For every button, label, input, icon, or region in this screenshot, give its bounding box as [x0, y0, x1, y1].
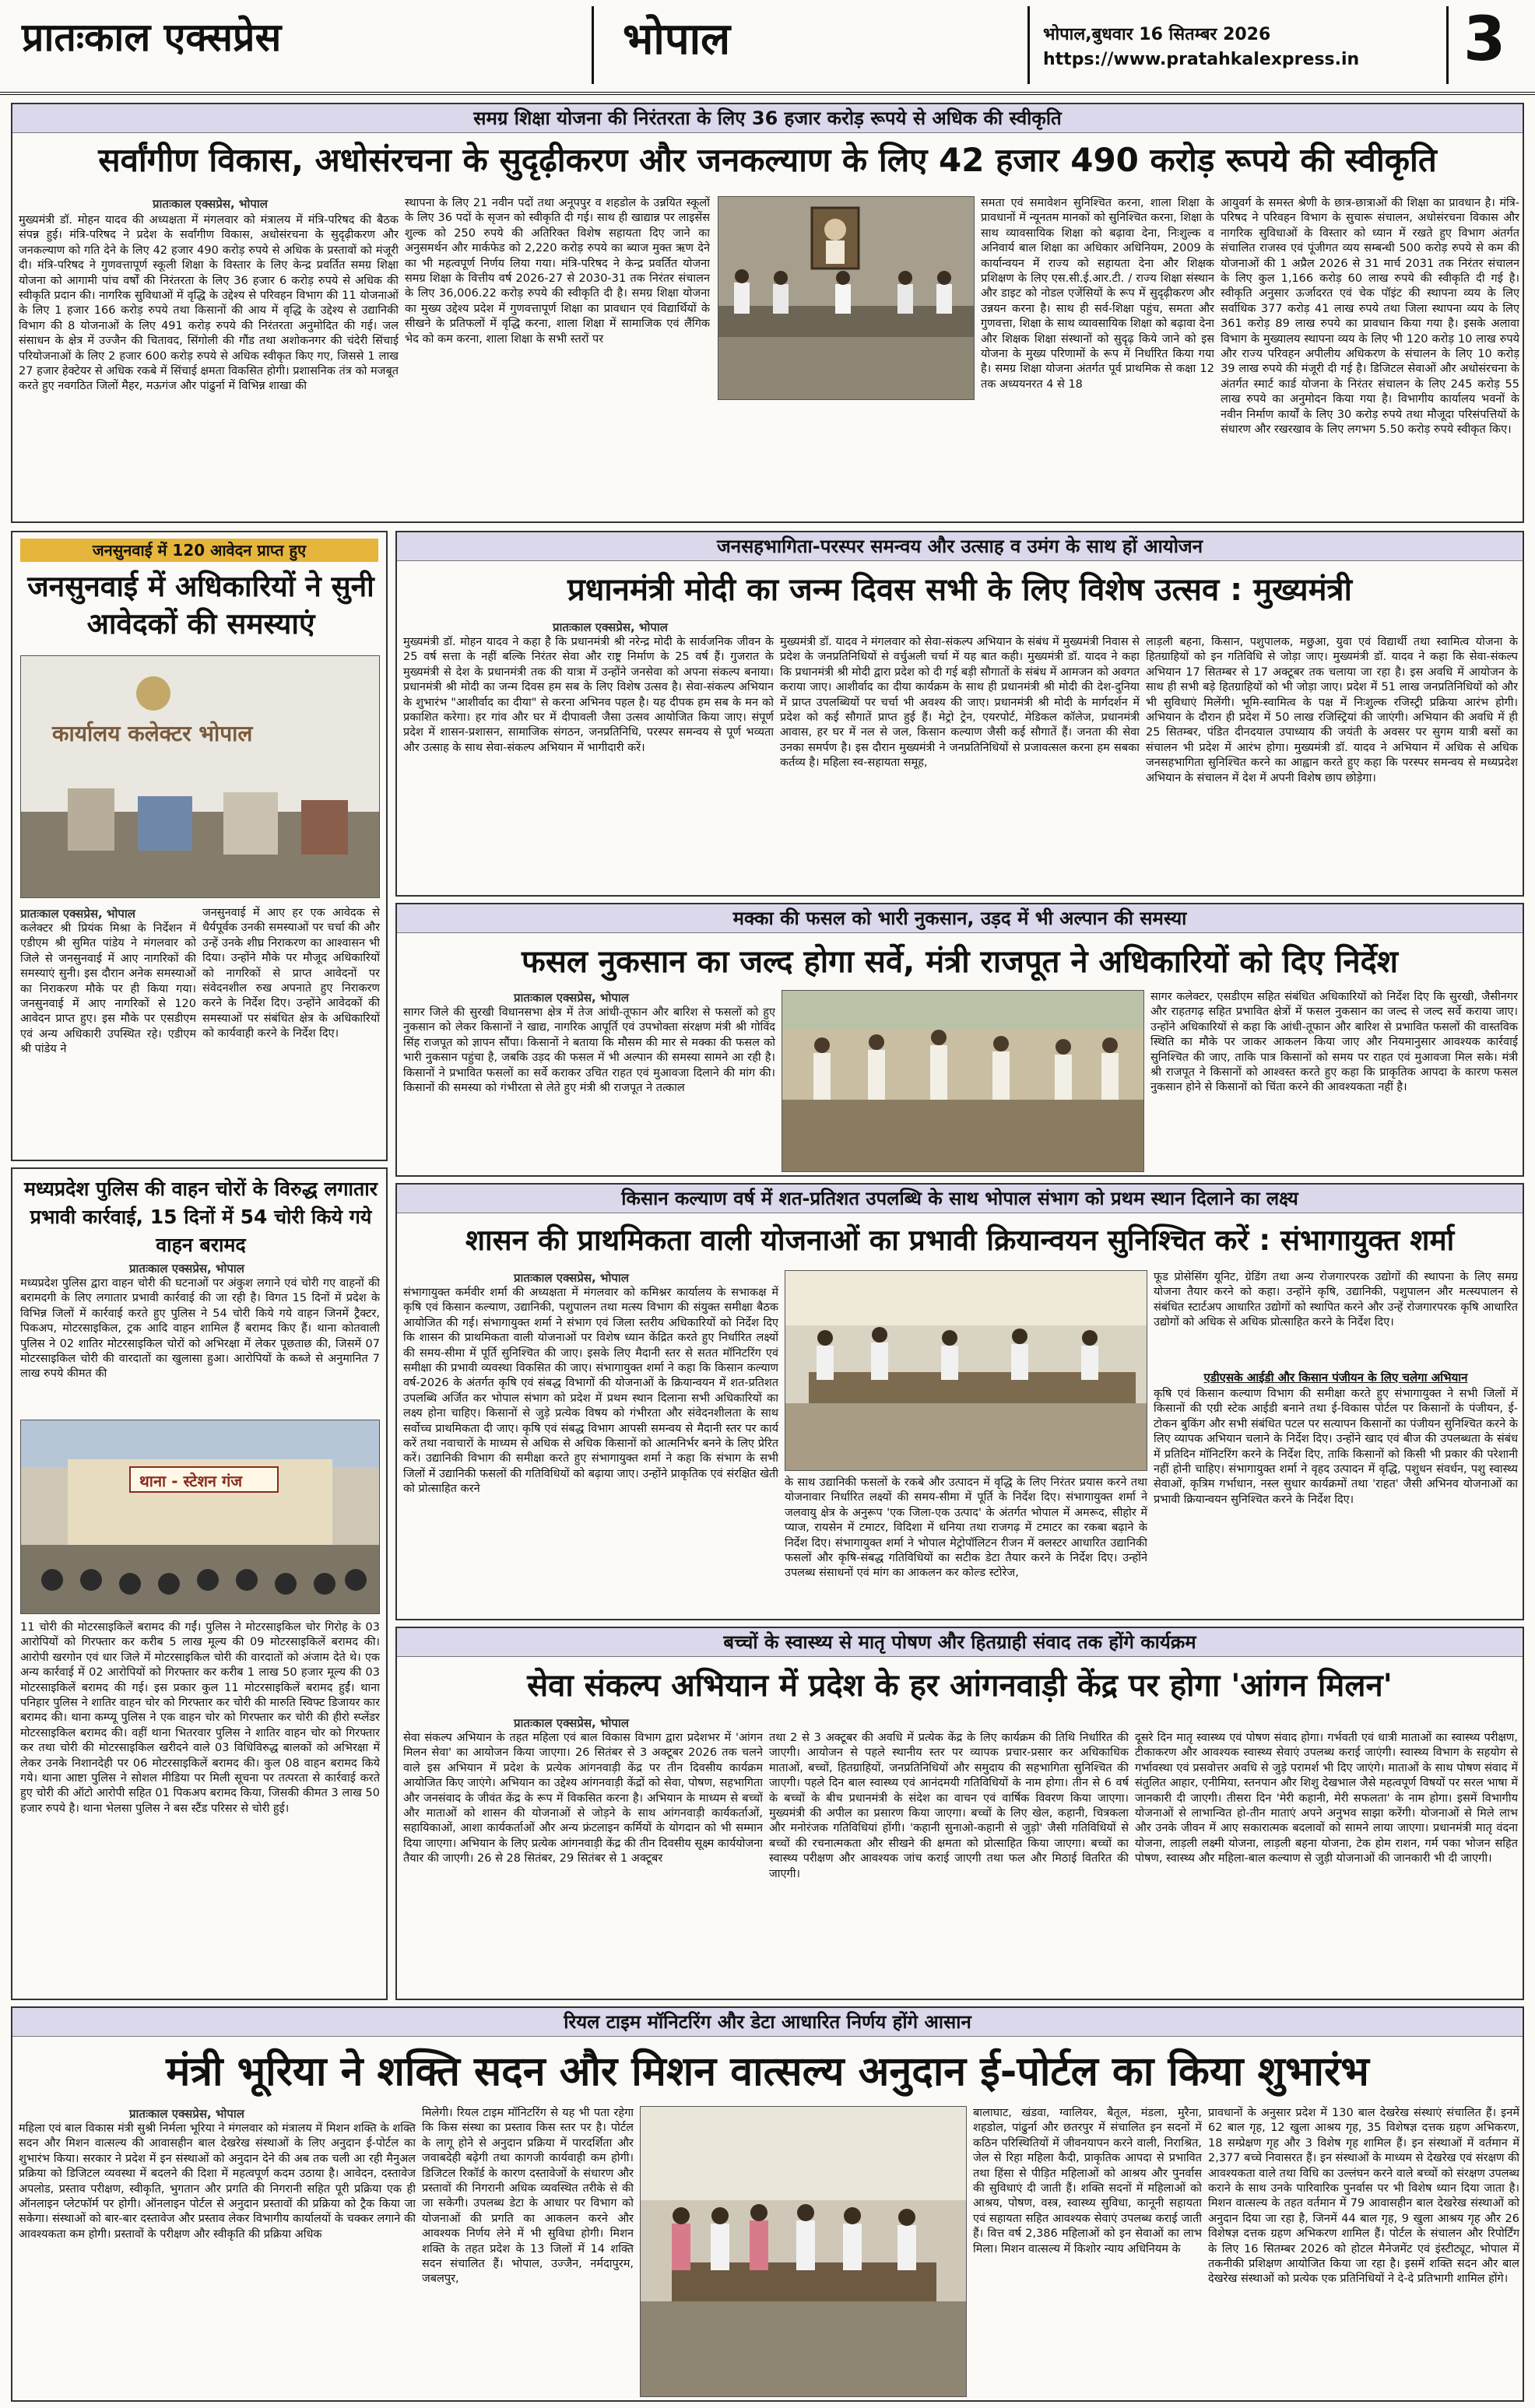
byline: प्रातःकाल एक्सप्रेस, भोपाल [20, 907, 135, 921]
story-headline: शासन की प्राथमिकता वाली योजनाओं का प्रभावी क्रियान्वयन सुनिश्चित करें : संभागायुक्त शर्मा [465, 1223, 1455, 1257]
story-column: जनसुनवाई में आए हर एक आवेदक से धैर्यपूर्वक उनकी समस्याओं पर चर्चा की और उन्हें उनके शीघ्र निराकरण का आश्वासन भी दिया। उन्होंने मौके पर मौजूद अधिकारियों को नागरिकों से प्राप्त आवेदनों पर संवेदनशील रुख अपनाते हुए निराकरण करने के निर्देश दिए। उन्होंने आवेदकों की समस्याओं पर संबंधित क्षेत्र के अधिकारियों को कार्यवाही करने के निर्देश दिए। [202, 907, 380, 1041]
police-station-sign: थाना - स्टेशन गंज [139, 1472, 243, 1490]
byline: प्रातःकाल एक्सप्रेस, भोपाल [129, 1262, 244, 1276]
story-headline: प्रधानमंत्री मोदी का जन्म दिवस सभी के लिए विशेष उत्सव : मुख्यमंत्री [567, 572, 1352, 608]
story-kicker: किसान कल्याण वर्ष में शत-प्रतिशत उपलब्धि के साथ भोपाल संभाग को प्रथम स्थान दिलाने का लक्ष्य [397, 1185, 1523, 1213]
story-column: मुख्यमंत्री डॉ. मोहन यादव ने कहा है कि प्रधानमंत्री श्री नरेन्द्र मोदी के सार्वजनिक जीवन के 25 वर्ष सत्ता के नहीं बल्कि निरंतर सेवा और राष्ट्र निर्माण के 25 वर्ष हैं। गुजरात के मुख्यमंत्री से देश के प्रधानमंत्री तक की यात्रा में उन्होंने जनसेवा को अपना संकल्प बनाया। प्रधानमंत्री श्री मोदी का जन्म दिवस हम सब के लिए विशेष उत्सव है। सेवा-संकल्प अभियान के शुभारंभ "आशीर्वाद का दीया" से करना अभिनव पहल है। यह दीपक हम सब के मन को प्रकाशित करेगा। हर गांव और घर में दीपावली जैसा उत्सव आयोजित किया जाए। संपूर्ण प्रदेश में शासन-प्रशासन, सामाजिक संगठन, जनप्रतिनिधि, परस्पर समन्वय से पूर्ण भव्यता और उत्साह के साथ सेवा-संकल्प अभियान में भागीदारी करें। [403, 636, 774, 754]
story-pm-birthday [395, 531, 1524, 897]
story-column: सागर कलेक्टर, एसडीएम सहित संबंधित अधिकारियों को निर्देश दिए कि सुरखी, जैसीनगर और राहतगढ़ सहित प्रभावित क्षेत्रों में फसल नुकसान का जल्द से जल्द सर्वे कराया जाए। उन्होंने अधिकारियों से कहा कि आंधी-तूफान और बारिश से प्रभावित फसलों की वास्तविक स्थिति का मौके पर जाकर आकलन किया जाए और नियमानुसार आवश्यक कार्रवाई सुनिश्चित की जाए, ताकि पात्र किसानों को समय पर राहत एवं मुआवजा मिल सके। मंत्री श्री राजपूत ने किसानों को आश्वस्त करते हुए कहा कि प्राकृतिक आपदा के कारण फसल नुकसान होने से किसानों को चिंता करने की आवश्यकता नहीं है। [1150, 991, 1518, 1094]
divider [1027, 6, 1030, 84]
story-police [11, 1167, 388, 2000]
story-crop-loss [395, 903, 1524, 1177]
story-headline: मध्यप्रदेश पुलिस की वाहन चोरों के विरुद्ध लगातार प्रभावी कार्रवाई, 15 दिनों में 54 चोरी किये गये वाहन बरामद [23, 1178, 378, 1256]
byline: प्रातःकाल एक्सप्रेस, भोपाल [153, 197, 268, 211]
story-column: तथा 2 से 3 अक्टूबर की अवधि में प्रत्येक केंद्र के लिए कार्यक्रम की तिथि निर्धारित की जाएगी। आयोजन से पहले स्थानीय स्तर पर व्यापक प्रचार-प्रसार कर अधिकाधिक माताओं, बच्चों, हितग्राहियों, जनप्रतिनिधियों और समुदाय की सहभागिता सुनिश्चित की जाएगी। पहले दिन बाल स्वास्थ्य एवं आनंदमयी गतिविधियों के नाम होगा। तीन से 6 वर्ष के बच्चों के बीच प्रधानमंत्री के संदेश का वाचन एवं वार्षिक विवरण किया जाएगा। मुख्यमंत्री की अपील का प्रसारण किया जाएगा। बच्चों के लिए खेल, कहानी, चित्रकला और मनोरंजक गतिविधियां होंगी। 'कहानी सुनाओ-कहानी से जुड़ो' जैसी गतिविधियों से बच्चों की रचनात्मकता और सीखने की क्षमता को प्रोत्साहित किया जाएगा। बच्चों का स्वास्थ्य परीक्षण और आवश्यक जांच कराई जाएगी तथा फल और मिठाई वितरित की जाएगी। [769, 1732, 1129, 1880]
byline: प्रातःकाल एक्सप्रेस, भोपाल [514, 991, 629, 1005]
story-column: मिलेगी। रियल टाइम मॉनिटरिंग से यह भी पता रहेगा कि किस संस्था का प्रस्ताव किस स्तर पर है। पोर्टल के लागू होने से अनुदान प्रक्रिया में पारदर्शिता और जवाबदेही बढ़ेगी तथा कागजी कार्यवाही कम होगी। डिजिटल रिकॉर्ड के कारण दस्तावेजों के संधारण और प्रस्तावों की निगरानी अधिक व्यवस्थित तरीके से की जा सकेगी। उपलब्ध डेटा के आधार पर विभाग को योजनाओं की प्रगति का आकलन करने और आवश्यक निर्णय लेने में भी सुविधा होगी। मिशन शक्ति के तहत प्रदेश के 13 जिलों में 14 शक्ति सदन संचालित हैं। भोपाल, उज्जैन, नर्मदापुरम, जबलपुर, [422, 2107, 634, 2286]
city-name: भोपाल [623, 14, 731, 65]
story-column: कलेक्टर श्री प्रियंक मिश्रा के निर्देशन में एडीएम श्री सुमित पांडेय ने मंगलवार को जिले से जनसुनवाई में आए नागरिकों की समस्याएं सुनी। इस दौरान अनेक समस्याओं का निराकरण मौके पर ही किया गया। जनसुनवाई में आए नागरिकों से 120 आवेदन प्राप्त हुए। इस मौके पर एसडीएम एवं अन्य अधिकारी उपस्थित रहे। एडीएम श्री पांडेय ने [20, 922, 196, 1056]
story-column: प्रावधानों के अनुसार प्रदेश में 130 बाल देखरेख संस्थाएं संचालित हैं। इनमें 62 बाल गृह, 12 खुला आश्रय गृह, 35 विशेषज्ञ दत्तक ग्रहण अभिकरण, 18 सम्प्रेक्षण गृह और 3 विशेष गृह शामिल हैं। इन संस्थाओं में वर्तमान में 2,377 बच्चे निवासरत हैं। इन संस्थाओं के माध्यम से देखरेख एवं संरक्षण की आवश्यकता वाले तथा विधि का उल्लंघन करने वाले बच्चों को संरक्षण उपलब्ध कराने के साथ उनके पारिवारिक पुनर्वास पर भी विशेष ध्यान दिया जाता है। मिशन वात्सल्य के तहत वर्तमान में 79 आवासहीन बाल देखरेख संस्थाओं को अनुदान दिया जा रहा है, जिनमें 44 बाल गृह, 9 खुला आश्रय गृह और 26 विशेषज्ञ दत्तक ग्रहण अभिकरण शामिल हैं। पोर्टल के संचालन और रिपोर्टिंग के लिए 16 सितम्बर 2026 को होटल मैनेजमेंट एवं इंस्टीट्यूट, भोपाल में तकनीकी प्रशिक्षण आयोजित किया जा रहा है। इसमें शक्ति सदन और बाल देखरेख संस्थाओं को प्रत्येक एक प्रतिनिधियों ने दे-दे प्रतिभागी शामिल होंगे। [1208, 2107, 1519, 2286]
cabinet-meeting-photo [718, 196, 975, 400]
story-column: मध्यप्रदेश पुलिस द्वारा वाहन चोरी की घटनाओं पर अंकुश लगाने एवं चोरी गए वाहनों की बरामदगी के लिए लगातार प्रभावी कार्रवाई की जा रही है। विगत 15 दिनों में प्रदेश के विभिन्न जिलों में कार्रवाई करते हुए पुलिस ने 54 चोरी किये गये वाहन जिनमें ट्रैक्टर, पिकअप, मोटरसाइकिल, ट्रक आदि वाहन शामिल हैं बरामद किए हैं। थाना कोतवाली पुलिस ने 02 शातिर मोटरसाइकिल चोरों को अभिरक्षा में लेकर पूछताछ की, जिसमें 07 मोटरसाइकिल चोरी की वारदातों का खुलासा हुआ। आरोपियों के कब्जे से अनुमानित 7 लाख रुपये कीमत की [20, 1277, 380, 1381]
byline: प्रातःकाल एक्सप्रेस, भोपाल [129, 2107, 244, 2121]
story-kicker: समग्र शिक्षा योजना की निरंतरता के लिए 36 हजार करोड़ रूपये से अधिक की स्वीकृति [12, 104, 1523, 133]
byline: प्रातःकाल एक्सप्रेस, भोपाल [514, 1271, 629, 1285]
story-kicker: जनसुनवाई में 120 आवेदन प्राप्त हुए [20, 539, 378, 562]
crop-loss-photo [782, 990, 1144, 1172]
story-aangan-milan [395, 1627, 1524, 2000]
story-column: दूसरे दिन मातृ स्वास्थ्य एवं पोषण संवाद होगा। गर्भवती एवं धात्री माताओं का स्वास्थ्य परीक्षण, टीकाकरण और आवश्यक स्वास्थ्य सेवाएं उपलब्ध कराई जाएंगी। स्वास्थ्य विभाग के सहयोग से गर्भावस्था एवं प्रसवोत्तर अवधि से जुड़े परामर्श भी दिए जाएंगे। माताओं के साथ पोषण संवाद में संतुलित आहार, एनीमिया, स्तनपान और शिशु देखभाल जैसे महत्वपूर्ण विषयों पर सरल भाषा में जानकारी दी जाएगी। तीसरा दिन 'मेरी कहानी, मेरी सफलता' के नाम होगा। इसमें विभागीय योजनाओं से लाभान्वित हो-तीन माताएं अपने अनुभव साझा करेंगी। योजनाओं से मिले लाभ और उनके जीवन में आए सकारात्मक बदलावों को सामने लाया जाएगा। प्रधानमंत्री मातृ वंदना योजना, लाड़ली लक्ष्मी योजना, लाड़ली बहना योजना, टेक होम राशन, गर्म पका भोजन सहित पोषण, स्वास्थ्य और महिला-बाल कल्याण से जुड़ी योजनाओं की जानकारी भी दी जाएगी। [1135, 1732, 1518, 1866]
office-sign: कार्यालय कलेक्टर भोपाल [52, 721, 253, 746]
story-kicker: बच्चों के स्वास्थ्य से मातृ पोषण और हितग्राही संवाद तक होंगे कार्यक्रम [397, 1628, 1523, 1657]
story-subhead: एडीएसके आईडी और किसान पंजीयन के लिए चलेगा अभियान [1203, 1371, 1468, 1385]
story-column: मुख्यमंत्री डॉ. यादव ने मंगलवार को सेवा-संकल्प अभियान के संबंध में मुख्यमंत्री निवास से प्रदेश के जनप्रतिनिधियों से वर्चुअली चर्चा में यह बात कही। मुख्यमंत्री डॉ. यादव ने कहा कि प्रधानमंत्री श्री मोदी द्वारा प्रदेश को दी गई बड़ी सौगातों के संबंध में आमजन को अवगत कराया जाए। आशीर्वाद का दीया कार्यक्रम के साथ ही प्रधानमंत्री श्री मोदी की देश-दुनिया में प्राप्त उपलब्धियों पर चर्चा भी अवश्य की जाए। प्रधानमंत्री श्री मोदी के मार्गदर्शन में प्रदेश को कई सौगातें प्राप्त हुई हैं। मेट्रो ट्रेन, एयरपोर्ट, मेडिकल कॉलेज, प्रधानमंत्री आवास, हर घर में नल से जल, किसान कल्याण जैसी कई सौगातें हैं। जनता की सेवा उनका समर्पण है। इस दौरान मुख्यमंत्री ने जनप्रतिनिधियों से प्रजावत्सल करना हम सबका कर्तव्य है। महिला स्व-सहायता समूह, [780, 636, 1140, 770]
portal-launch-photo [640, 2106, 967, 2397]
story-column: बालाघाट, खंडवा, ग्वालियर, बैतूल, मंडला, मुरैना, शहडोल, पांढुर्ना और छतरपुर में संचालित इन सदनों में कठिन परिस्थितियों में जीवनयापन करने वाली, निराश्रित, जेल से रिहा महिला कैदी, प्राकृतिक आपदा से प्रभावित तथा हिंसा से पीड़ित महिलाओं को आश्रय और पुनर्वास की सुविधाएं दी जाती हैं। शक्ति सदनों में महिलाओं को आश्रय, पोषण, वस्त्र, स्वास्थ्य सुविधा, कानूनी सहायता एवं सहायता सहित आवश्यक सेवाएं उपलब्ध कराई जाती हैं। वित्त वर्ष 2,386 महिलाओं को इन सेवाओं का लाभ मिला। मिशन वात्सल्य में किशोर न्याय अधिनियम के [973, 2107, 1202, 2255]
story-column: समता एवं समावेशन सुनिश्चित करना, शाला शिक्षा के प्रावधानों में न्यूनतम मानकों को सुनिश्चित करना, शिक्षा के साथ व्यावसायिक शिक्षा को बढ़ावा देना, निःशुल्क व अनिवार्य बाल शिक्षा का अधिकार अधिनियम, 2009 के कार्यान्वयन में राज्य को सहायता देना और शिक्षक प्रशिक्षण के लिए एस.सी.ई.आर.टी. / राज्य शिक्षा संस्थान और डाइट को नोडल एजेंसियों के रूप में सुदृढ़ीकरण और उन्नयन करना है। साथ ही सर्व-शिक्षा पहुंच, समता और गुणवत्ता, शिक्षा के साथ व्यावसायिक शिक्षा को बढ़ावा देना और शिक्षक शिक्षा संस्थानों को सुदृढ़ किये जाने को इस योजना के मुख्य परिणामों के रूप में निर्धारित किया गया है। समग्र शिक्षा योजना अंतर्गत पूर्व प्राथमिक से कक्षा 12 तक अध्ययनरत 4 से 18 [981, 197, 1214, 391]
story-column: कृषि एवं किसान कल्याण विभाग की समीक्षा करते हुए संभागायुक्त ने सभी जिलों में किसानों की एग्री स्टेक आईडी बनाने तथा ई-विकास पोर्टल पर किसानों के पंजीयन, ई-टोकन बुकिंग और सभी संबंधित पटल पर सत्यापन किसानों का पंजीयन सुनिश्चित करने के लिए व्यापक अभियान चलाने के निर्देश दिए। उन्होंने खाद एवं बीज की उपलब्धता के संबंध में प्रतिदिन मॉनिटरिंग करने के निर्देश दिए, ताकि किसानों को किसी भी प्रकार की परेशानी नहीं होनी चाहिए। संभागायुक्त शर्मा ने वृहद उत्पादन में वृद्धि, पशुधन संवर्धन, पशु स्वास्थ्य सेवाओं, कृत्रिम गर्भाधान, नस्ल सुधार कार्यक्रमों तथा 'राहत' जैसी अभिनव योजनाओं का प्रभावी क्रियान्वयन सुनिश्चित करने के निर्देश दिए। [1154, 1388, 1518, 1506]
masthead [0, 0, 1535, 95]
byline: प्रातःकाल एक्सप्रेस, भोपाल [553, 620, 668, 634]
jansunvai-photo [20, 655, 380, 898]
story-column: मुख्यमंत्री डॉ. मोहन यादव की अध्यक्षता में मंगलवार को मंत्रालय में मंत्रि-परिषद की बैठक संपन्न हुई। मंत्रि-परिषद ने प्रदेश के सर्वांगीण विकास, अधोसंरचना के सुदृढ़ीकरण और जनकल्याण को गति देने के लिए 42 हजार 490 करोड़ रुपये से अधिक के प्रस्तावों को मंजूरी दी। मंत्रि-परिषद ने गुणवत्तापूर्ण स्कूली शिक्षा के विस्तार के लिए केन्द्र प्रवर्तित समग्र शिक्षा योजना को आगामी पांच वर्षों की निरंतरता के लिए 36 हजार 6 करोड़ रुपये से अधिक की स्वीकृति प्रदान की। नागरिक सुविधाओं में वृद्धि के उद्देश्य से परिवहन विभाग की 11 योजनाओं के लिए 1 हजार 166 करोड़ रुपये तथा किसानों की आय में वृद्धि के उद्देश्य से उद्यानिकी विभाग की 8 योजनाओं के लिए 491 करोड़ रुपये की निरंतरता अनुमोदित की गई। जल संसाधन के क्षेत्र में उज्जैन की चितावद, सिंगोली की गौंड तथा अशोकनगर की चंदेरी सिंचाई परियोजनाओं के लिए 2 हजार 600 करोड़ रुपये से अधिक स्वीकृत किए गए, जिससे 1 लाख 27 हजार हेक्टेयर से अधिक रकबे में सिंचाई क्षमता विकसित होगी। प्रशासनिक तंत्र को मजबूत करते हुए नवगठित जिलों मैहर, मऊगंज और पांढुर्ना में विभिन्न शाखा की [19, 214, 399, 393]
story-commissioner [395, 1183, 1524, 1620]
story-e-portal [11, 2006, 1524, 2402]
story-kicker: मक्का की फसल को भारी नुकसान, उड़द में भी अल्पान की समस्या [397, 904, 1523, 933]
byline: प्रातःकाल एक्सप्रेस, भोपाल [514, 1716, 629, 1730]
recovered-vehicles-photo [20, 1420, 380, 1614]
story-kicker: रियल टाइम मॉनिटरिंग और डेटा आधारित निर्णय होंगे आसान [12, 2008, 1523, 2037]
story-column: सागर जिले की सुरखी विधानसभा क्षेत्र में तेज आंधी-तूफान और बारिश से फसलों को हुए नुकसान को लेकर किसानों ने खाद्य, नागरिक आपूर्ति एवं उपभोक्ता संरक्षण मंत्री श्री गोविंद सिंह राजपूत को ज्ञापन सौंपा। किसानों ने बताया कि मौसम की मार से मक्का की फसल को भारी नुकसान पहुंचा है, जबकि उड़द की फसल में भी अल्पान की समस्या सामने आ रही है। किसानों ने प्रभावित फसलों का सर्वे कराकर उचित राहत एवं मुआवजा दिलाने की मांग की। किसानों की समस्या को गंभीरता से लेते हुए मंत्री श्री राजपूत ने तत्काल [403, 1006, 775, 1095]
story-column: 11 चोरी की मोटरसाइकिलें बरामद की गईं। पुलिस ने मोटरसाइकिल चोर गिरोह के 03 आरोपियों को गिरफ्तार कर करीब 5 लाख मूल्य की 09 मोटरसाइकिलें बरामद की। आरोपी खरगोन एवं धार जिले में मोटरसाइकिल चोरी की वारदातों को अंजाम देते थे। एक अन्य कार्रवाई में 02 आरोपियों को गिरफ्तार कर करीब 1 लाख 50 हजार मूल्य की 03 मोटरसाइकिलें बरामद की गई। इस प्रकार कुल 11 मोटरसाइकिलें बरामद हुईं। थाना पनिहार पुलिस ने शातिर वाहन चोर को गिरफ्तार कर चोरी की मारुति स्विफ्ट डिजायर कार बरामद की। थाना कम्प्यू पुलिस ने एक वाहन चोर को गिरफ्तार कर चोरी की हीरो स्प्लेंडर मोटरसाइकिल बरामद की। वहीं थाना भितरवार पुलिस ने शातिर वाहन चोर को गिरफ्तार कर तथा चोरी की मोटरसाइकिल खरीदने वाले 03 विधिविरुद्ध बालकों को अभिरक्षा में लेकर उनके निशानदेही पर 06 मोटरसाइकिलें बरामद की। कुल 08 वाहन बरामद किये गये। थाना आष्टा पुलिस ने सोशल मीडिया पर मिली सूचना पर तत्परता से कार्रवाई करते हुए चोरी की ऑटो आरोपी सहित 01 पिकअप बरामद किया, जिसकी कीमत 3 लाख 50 हजार रुपये है। थाना भेलसा पुलिस ने बस स्टैंड परिसर से चोरी हुई। [20, 1621, 380, 1815]
story-headline: मंत्री भूरिया ने शक्ति सदन और मिशन वात्सल्य अनुदान ई-पोर्टल का किया शुभारंभ [166, 2048, 1369, 2095]
review-meeting-photo [785, 1270, 1147, 1471]
story-column: फूड प्रोसेसिंग यूनिट, ग्रेडिंग तथा अन्य रोजगारपरक उद्योगों की स्थापना के लिए समग्र योजना तैयार करने को कहा। उन्होंने कृषि, उद्यानिकी, पशुपालन और मत्स्यपालन से संबंधित स्टार्टअप आधारित उद्योगों को स्थापित करने और उन्हें रोजगारपरक कृषि आधारित उद्योगों को अधिक से अधिक प्रोत्साहित करने के निर्देश दिए। [1154, 1271, 1518, 1329]
story-kicker: जनसहभागिता-परस्पर समन्वय और उत्साह व उमंग के साथ हों आयोजन [397, 532, 1523, 561]
story-headline: सर्वांगीण विकास, अधोसंरचना के सुदृढ़ीकरण और जनकल्याण के लिए 42 हजार 490 करोड़ रूपये की स्वीकृति [98, 141, 1437, 179]
website-link[interactable]: https://www.pratahkalexpress.in [1043, 50, 1360, 69]
story-column: के साथ उद्यानिकी फसलों के रकबे और उत्पादन में वृद्धि के लिए निरंतर प्रयास करने तथा योजनावार निर्धारित लक्ष्यों की समय-सीमा में पूर्ति के निर्देश दिए। संभागायुक्त शर्मा ने जलवायु क्षेत्र के अनुरूप 'एक जिला-एक उत्पाद' के अंतर्गत भोपाल में अमरूद, सीहोर में प्याज, रायसेन में टमाटर, विदिशा में धनिया तथा राजगढ़ में टमाटर का रकबा बढ़ाने के निर्देश दिए। संभागायुक्त शर्मा ने भोपाल मेट्रोपॉलिटन रीजन में क्लस्टर आधारित उद्यानिकी फसलों और कृषि-संबद्ध गतिविधियों का सटीक डेटा तैयार करने के निर्देश दिए। उन्होंने उपलब्ध संसाधनों एवं मांग का आकलन कर कोल्ड स्टोरेज, [785, 1476, 1147, 1580]
story-column: महिला एवं बाल विकास मंत्री सुश्री निर्मला भूरिया ने मंगलवार को मंत्रालय में मिशन शक्ति के शक्ति सदन और मिशन वात्सल्य की आवासहीन बाल देखरेख संस्थाओं के लिए अनुदान ई-पोर्टल का शुभारंभ किया। सरकार ने प्रदेश में इन संस्थाओं को अनुदान देने की अब तक चली आ रही मैनुअल प्रक्रिया को डिजिटल व्यवस्था में बदलने की दिशा में महत्वपूर्ण कदम उठाया है। आवेदन, दस्तावेज अपलोड, प्रस्ताव परीक्षण, स्वीकृति, भुगतान और प्रगति की निगरानी सहित पूरी प्रक्रिया एक ही ऑनलाइन प्लेटफॉर्म पर होगी। ऑनलाइन पोर्टल से अनुदान प्रस्तावों की प्रक्रिया को ट्रैक किया जा सकेगा। संस्थाओं को बार-बार दस्तावेज और प्रस्ताव लेकर विभागीय कार्यालयों के चक्कर लगाने की आवश्यकता कम होगी। प्रस्तावों के परीक्षण और स्वीकृति की प्रक्रिया अधिक [19, 2122, 416, 2241]
story-column: आयुवर्ग के समस्त श्रेणी के छात्र-छात्राओं की शिक्षा का प्रावधान है। मंत्रि-परिषद ने परिवहन विभाग के सुचारू संचालन, अधोसंरचना विकास और नागरिक सुविधाओं के विस्तार को ध्यान में रखते हुए विभाग अंतर्गत संचालित राजस्व एवं पूंजीगत व्यय सम्बन्धी 500 करोड़ रुपये से कम की योजनाओं की 1 अप्रैल 2026 से 31 मार्च 2031 तक निरंतर संचालन के लिए कुल 1,166 करोड़ 60 लाख रुपये की स्वीकृति दी गई है। स्वीकृति अनुसार ऊर्जादरत एवं चेक पॉइंट की स्थापना व्यय के लिए सर्वाधिक 377 करोड़ 41 लाख रुपये तथा जिला स्थापना व्यय के लिए 361 करोड़ 89 लाख रुपये का प्रावधान किया गया है। इसके अलावा विभाग के मुख्यालय स्थापना व्यय के लिए भी 120 करोड़ 10 लाख रुपये और राज्य परिवहन अपीलीय अधिकरण के संचालन के लिए 10 करोड़ 39 लाख रुपये की मंजूरी दी गई है। डिजिटल सेवाओं और अधोसंरचना के अंतर्गत स्मार्ट कार्ड योजना के निरंतर संचालन के लिए 245 करोड़ 55 लाख रुपये का अनुमोदन किया गया है। विभागीय कार्यालय भवनों के नवीन निर्माण कार्यों के लिए 30 करोड़ रुपये तथा मौजूदा परिसंपत्तियों के संधारण और रखरखाव के लिए लगभग 5.50 करोड़ रुपये स्वीकृत किए। [1221, 197, 1519, 437]
story-headline: जनसुनवाई में अधिकारियों ने सुनी आवेदकों की समस्याएं [27, 570, 374, 641]
story-headline: फसल नुकसान का जल्द होगा सर्वे, मंत्री राजपूत ने अधिकारियों को दिए निर्देश [522, 944, 1398, 980]
story-column: लाड़ली बहना, किसान, पशुपालक, मछुआ, युवा एवं विद्यार्थी तथा स्वामित्व योजना के हितग्राहियों को इन गतिविधि से जोड़ा जाए। मुख्यमंत्री डॉ. यादव ने कहा कि सेवा-संकल्प अभियान 17 सितम्बर से 17 अक्टूबर तक चलाया जा रहा है। इस अवधि में आयोजन के साथ ही सभी बड़े हितग्राहियों को भी जोड़ा जाए। प्रदेश में 51 लाख जनप्रतिनिधियों को और भी सुविधाएं मिलेंगी। भूमि-स्वामित्व के पक्ष में निःशुल्क रजिस्ट्री प्रक्रिया आरंभ होगी। अभियान के दौरान ही प्रदेश में 50 लाख रजिस्ट्रियां की जाएंगी। अभियान की अवधि में ही 25 सितम्बर, पंडित दीनदयाल उपाध्याय की जयंती के अवसर पर सुगम यात्री बसों का संचालन भी प्रदेश में आरंभ होगा। मुख्यमंत्री डॉ. यादव ने अभियान में अधिक से अधिक जनसहभागिता सुनिश्चित करने का आह्वान करते हुए कहा कि परस्पर समन्वय से मध्यप्रदेश अभियान के संचालन में देश में अपनी विशेष छाप छोड़ेगा। [1146, 636, 1518, 785]
story-column: सेवा संकल्प अभियान के तहत महिला एवं बाल विकास विभाग द्वारा प्रदेशभर में 'आंगन मिलन सेवा' का आयोजन किया जाएगा। 26 सितंबर से 3 अक्टूबर 2026 तक चलने वाले इस अभियान में प्रदेश के प्रत्येक आंगनवाड़ी केंद्र पर तीन दिवसीय कार्यक्रम आयोजित किए जाएंगे। अभियान का उद्देश्य आंगनवाड़ी केंद्रों को सेवा, पोषण, सहभागिता और जनसंवाद के जीवंत केंद्र के रूप में विकसित करना है। अभियान के माध्यम से बच्चों और माताओं को शासन की योजनाओं से जोड़ने के साथ आंगनवाड़ी कार्यकर्ताओं, सहायिकाओं, आशा कार्यकर्ताओं और अन्य फ्रंटलाइन कर्मियों के योगदान को भी सम्मान दिया जाएगा। अभियान के लिए प्रत्येक आंगनवाड़ी केंद्र की तीन दिवसीय सूक्ष्म कार्ययोजना तैयार की जाएगी। 26 से 28 सितंबर, 29 सितंबर से 1 अक्टूबर [403, 1732, 763, 1866]
divider [592, 6, 594, 84]
story-jansunvai [11, 531, 388, 1161]
paper-name: प्रातःकाल एक्सप्रेस [22, 15, 282, 60]
story-column: संभागायुक्त कर्मवीर शर्मा की अध्यक्षता में मंगलवार को कमिश्नर कार्यालय के सभाकक्ष में कृषि एवं किसान कल्याण, उद्यानिकी, पशुपालन तथा मत्स्य विभाग की संयुक्त समीक्षा बैठक आयोजित की गई। संभागायुक्त शर्मा ने संभाग एवं जिला स्तरीय अधिकारियों को निर्देश दिए कि शासन की प्राथमिकता वाली योजनाओं पर विशेष ध्यान केंद्रित करते हुए निर्धारित लक्ष्यों की समय-सीमा में पूर्ति सुनिश्चित की जाए। इसके लिए मैदानी स्तर से सतत मॉनिटरिंग एवं समीक्षा की प्रभावी व्यवस्था विकसित की जाए। संभागायुक्त शर्मा ने कहा कि किसान कल्याण वर्ष-2026 के अंतर्गत कृषि एवं संबद्ध विभागों की योजनाओं के क्रियान्वयन में शत-प्रतिशत उपलब्धि अर्जित कर भोपाल संभाग को प्रदेश में प्रथम स्थान दिलाना सभी अधिकारियों का लक्ष्य होना चाहिए। किसानों से जुड़े प्रत्येक विषय को गंभीरता और संवेदनशीलता के साथ सर्वोच्च प्राथमिकता दी जाए। कृषि एवं संबद्ध विभाग आपसी समन्वय से मैदानी स्तर पर कार्य करें तथा नवाचारों के माध्यम से अधिक से अधिक किसानों को आत्मनिर्भर बनने के लिए प्रेरित करें। उद्यानिकी विभाग की समीक्षा करते हुए संभागायुक्त शर्मा ने कहा कि संभाग के सभी जिलों में उद्यानिकी फसलों की गतिविधियों को बढ़ाया जाए। उन्होंने प्राकृतिक एवं संरक्षित खेती को प्रोत्साहित करने [403, 1286, 778, 1496]
story-cabinet [11, 103, 1524, 523]
divider [1446, 6, 1449, 84]
story-column: स्थापना के लिए 21 नवीन पदों तथा अनूपपुर व शहडोल के उन्नयित स्कूलों के लिए 36 पदों के सृजन को स्वीकृति दी गई। साथ ही खाद्यान्न पर लाइसेंस शुल्क को 250 रुपये की अतिरिक्त विशेष सहायता दिए जाने का अनुसमर्थन और मार्कफेड को 2,220 करोड़ रुपये का ब्याज मुक्त ऋण देने का भी महत्वपूर्ण निर्णय लिया गया। मंत्रि-परिषद ने केन्द्र प्रवर्तित योजना समग्र शिक्षा के वित्तीय वर्ष 2026-27 से 2030-31 तक निरंतर संचालन के लिए 36,006.22 करोड़ रुपये की स्वीकृति दी है। समग्र शिक्षा योजना का मुख्य उद्देश्य प्रदेश में गुणवत्तापूर्ण शिक्षा का प्रावधान एवं विद्यार्थियों के सीखने के प्रतिफलों में वृद्धि करना, शाला शिक्षा में सामाजिक एवं लैंगिक भेद को कम करना, शाला शिक्षा के सभी स्तरों पर [405, 197, 710, 346]
issue-date: भोपाल,बुधवार 16 सितम्बर 2026 [1043, 25, 1271, 44]
story-headline: सेवा संकल्प अभियान में प्रदेश के हर आंगनवाड़ी केंद्र पर होगा 'आंगन मिलन' [527, 1668, 1393, 1704]
page-number: 3 [1463, 5, 1506, 75]
